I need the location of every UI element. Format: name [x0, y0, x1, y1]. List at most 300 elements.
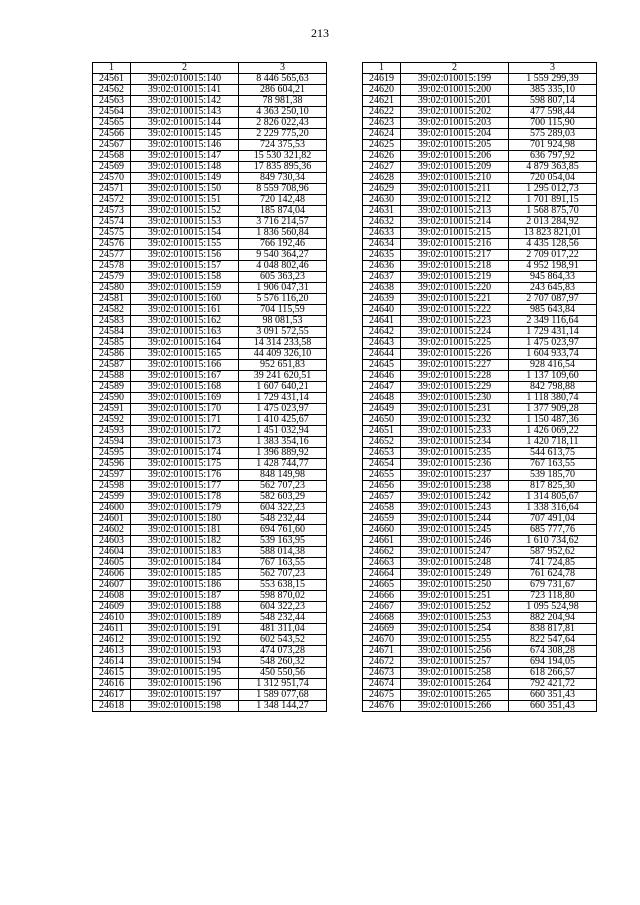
value-cell: 4 048 802,46: [239, 261, 327, 272]
cadastral-number-cell: 39:02:010015:187: [131, 591, 239, 602]
cadastral-number-cell: 39:02:010015:184: [131, 558, 239, 569]
row-number-cell: 24565: [93, 118, 131, 129]
cadastral-number-cell: 39:02:010015:254: [401, 624, 509, 635]
value-cell: 1 377 909,28: [509, 404, 597, 415]
row-number-cell: 24638: [363, 283, 401, 294]
cadastral-number-cell: 39:02:010015:204: [401, 129, 509, 140]
row-number-cell: 24639: [363, 294, 401, 305]
value-cell: 1 396 889,92: [239, 448, 327, 459]
cadastral-number-cell: 39:02:010015:237: [401, 470, 509, 481]
row-number-cell: 24595: [93, 448, 131, 459]
table-row: [93, 437, 327, 448]
row-number-cell: 24673: [363, 668, 401, 679]
value-cell: 562 707,23: [239, 569, 327, 580]
table-row: [363, 272, 597, 283]
row-number-cell: 24641: [363, 316, 401, 327]
row-number-cell: 24669: [363, 624, 401, 635]
value-cell: 602 543,52: [239, 635, 327, 646]
row-number-cell: 24575: [93, 228, 131, 239]
cadastral-number-cell: 39:02:010015:172: [131, 426, 239, 437]
cadastral-number-cell: 39:02:010015:147: [131, 151, 239, 162]
table-row: [93, 184, 327, 195]
cadastral-number-cell: 39:02:010015:218: [401, 261, 509, 272]
column-header-number: 1: [93, 63, 131, 74]
cadastral-number-cell: 39:02:010015:232: [401, 415, 509, 426]
table-row: [93, 558, 327, 569]
cadastral-number-cell: 39:02:010015:183: [131, 547, 239, 558]
row-number-cell: 24594: [93, 437, 131, 448]
cadastral-number-cell: 39:02:010015:154: [131, 228, 239, 239]
value-cell: 724 375,53: [239, 140, 327, 151]
table-row: [363, 184, 597, 195]
row-number-cell: 24620: [363, 85, 401, 96]
value-cell: 185 874,04: [239, 206, 327, 217]
value-cell: 848 149,98: [239, 470, 327, 481]
cadastral-number-cell: 39:02:010015:252: [401, 602, 509, 613]
row-number-cell: 24643: [363, 338, 401, 349]
value-cell: 1 610 734,62: [509, 536, 597, 547]
cadastral-number-cell: 39:02:010015:197: [131, 690, 239, 701]
value-cell: 286 604,21: [239, 85, 327, 96]
cadastral-number-cell: 39:02:010015:152: [131, 206, 239, 217]
value-cell: 2 013 284,92: [509, 217, 597, 228]
cadastral-number-cell: 39:02:010015:169: [131, 393, 239, 404]
table-row: [93, 239, 327, 250]
row-number-cell: 24660: [363, 525, 401, 536]
table-row: [363, 239, 597, 250]
row-number-cell: 24589: [93, 382, 131, 393]
table-row: [93, 261, 327, 272]
table-row: [363, 503, 597, 514]
value-cell: 2 349 116,64: [509, 316, 597, 327]
cadastral-number-cell: 39:02:010015:170: [131, 404, 239, 415]
row-number-cell: 24612: [93, 635, 131, 646]
table-row: [363, 118, 597, 129]
row-number-cell: 24634: [363, 239, 401, 250]
table-row: [93, 140, 327, 151]
value-cell: 3 716 214,57: [239, 217, 327, 228]
row-number-cell: 24602: [93, 525, 131, 536]
value-cell: 1 312 951,74: [239, 679, 327, 690]
cadastral-number-cell: 39:02:010015:229: [401, 382, 509, 393]
table-row: [363, 437, 597, 448]
value-cell: 385 335,10: [509, 85, 597, 96]
row-number-cell: 24666: [363, 591, 401, 602]
table-row: [93, 294, 327, 305]
row-number-cell: 24562: [93, 85, 131, 96]
value-cell: 882 204,94: [509, 613, 597, 624]
row-number-cell: 24609: [93, 602, 131, 613]
table-row: [363, 371, 597, 382]
table-row: [93, 426, 327, 437]
row-number-cell: 24654: [363, 459, 401, 470]
table-row: [93, 96, 327, 107]
row-number-cell: 24611: [93, 624, 131, 635]
cadastral-number-cell: 39:02:010015:189: [131, 613, 239, 624]
table-row: [93, 272, 327, 283]
table-row: [93, 316, 327, 327]
value-cell: 767 163,55: [509, 459, 597, 470]
row-number-cell: 24591: [93, 404, 131, 415]
table-row: [93, 371, 327, 382]
row-number-cell: 24564: [93, 107, 131, 118]
row-number-cell: 24570: [93, 173, 131, 184]
cadastral-number-cell: 39:02:010015:181: [131, 525, 239, 536]
value-cell: 952 651,83: [239, 360, 327, 371]
row-number-cell: 24633: [363, 228, 401, 239]
cadastral-number-cell: 39:02:010015:230: [401, 393, 509, 404]
value-cell: 720 054,04: [509, 173, 597, 184]
cadastral-number-cell: 39:02:010015:209: [401, 162, 509, 173]
table-row: [363, 261, 597, 272]
row-number-cell: 24668: [363, 613, 401, 624]
table-row: [93, 338, 327, 349]
row-number-cell: 24645: [363, 360, 401, 371]
table-row: [93, 206, 327, 217]
cadastral-number-cell: 39:02:010015:248: [401, 558, 509, 569]
value-cell: 1 906 047,31: [239, 283, 327, 294]
value-cell: 761 624,78: [509, 569, 597, 580]
table-row: [93, 162, 327, 173]
row-number-cell: 24646: [363, 371, 401, 382]
table-row: [363, 151, 597, 162]
value-cell: 598 870,02: [239, 591, 327, 602]
value-cell: 562 707,23: [239, 481, 327, 492]
table-row: [363, 85, 597, 96]
row-number-cell: 24636: [363, 261, 401, 272]
cadastral-number-cell: 39:02:010015:196: [131, 679, 239, 690]
value-cell: 2 229 775,20: [239, 129, 327, 140]
row-number-cell: 24613: [93, 646, 131, 657]
value-cell: 817 825,30: [509, 481, 597, 492]
cadastral-number-cell: 39:02:010015:177: [131, 481, 239, 492]
row-number-cell: 24581: [93, 294, 131, 305]
cadastral-number-cell: 39:02:010015:194: [131, 657, 239, 668]
cadastral-number-cell: 39:02:010015:245: [401, 525, 509, 536]
cadastral-number-cell: 39:02:010015:156: [131, 250, 239, 261]
row-number-cell: 24571: [93, 184, 131, 195]
value-cell: 679 731,67: [509, 580, 597, 591]
row-number-cell: 24675: [363, 690, 401, 701]
table-row: [93, 151, 327, 162]
table-header-row: [93, 63, 327, 74]
value-cell: 4 879 363,85: [509, 162, 597, 173]
table-row: [363, 426, 597, 437]
row-number-cell: 24659: [363, 514, 401, 525]
cadastral-number-cell: 39:02:010015:216: [401, 239, 509, 250]
row-number-cell: 24604: [93, 547, 131, 558]
row-number-cell: 24588: [93, 371, 131, 382]
cadastral-number-cell: 39:02:010015:255: [401, 635, 509, 646]
table-row: [363, 613, 597, 624]
cadastral-number-cell: 39:02:010015:250: [401, 580, 509, 591]
value-cell: 1 338 316,64: [509, 503, 597, 514]
table-row: [93, 228, 327, 239]
value-cell: 685 777,76: [509, 525, 597, 536]
cadastral-number-cell: 39:02:010015:148: [131, 162, 239, 173]
cadastral-number-cell: 39:02:010015:192: [131, 635, 239, 646]
row-number-cell: 24580: [93, 283, 131, 294]
cadastral-number-cell: 39:02:010015:264: [401, 679, 509, 690]
row-number-cell: 24605: [93, 558, 131, 569]
value-cell: 548 232,44: [239, 613, 327, 624]
cadastral-number-cell: 39:02:010015:219: [401, 272, 509, 283]
value-cell: 822 547,64: [509, 635, 597, 646]
table-row: [363, 591, 597, 602]
row-number-cell: 24590: [93, 393, 131, 404]
value-cell: 985 643,84: [509, 305, 597, 316]
table-row: [363, 580, 597, 591]
cadastral-number-cell: 39:02:010015:224: [401, 327, 509, 338]
value-cell: 1 701 891,15: [509, 195, 597, 206]
row-number-cell: 24566: [93, 129, 131, 140]
row-number-cell: 24563: [93, 96, 131, 107]
table-row: [93, 591, 327, 602]
value-cell: 720 142,48: [239, 195, 327, 206]
value-cell: 1 475 023,97: [509, 338, 597, 349]
row-number-cell: 24597: [93, 470, 131, 481]
value-cell: 17 835 895,36: [239, 162, 327, 173]
cadastral-number-cell: 39:02:010015:151: [131, 195, 239, 206]
table-row: [363, 316, 597, 327]
value-cell: 548 260,32: [239, 657, 327, 668]
table-row: [363, 217, 597, 228]
row-number-cell: 24665: [363, 580, 401, 591]
row-number-cell: 24656: [363, 481, 401, 492]
value-cell: 5 576 116,20: [239, 294, 327, 305]
cadastral-number-cell: 39:02:010015:235: [401, 448, 509, 459]
table-row: [363, 206, 597, 217]
value-cell: 9 540 364,27: [239, 250, 327, 261]
cadastral-number-cell: 39:02:010015:266: [401, 701, 509, 712]
table-row: [363, 228, 597, 239]
value-cell: 1 426 069,22: [509, 426, 597, 437]
table-row: [363, 250, 597, 261]
value-cell: 1 383 354,16: [239, 437, 327, 448]
row-number-cell: 24603: [93, 536, 131, 547]
value-cell: 78 981,38: [239, 96, 327, 107]
table-row: [93, 283, 327, 294]
value-cell: 792 421,72: [509, 679, 597, 690]
row-number-cell: 24658: [363, 503, 401, 514]
table-row: [363, 481, 597, 492]
row-number-cell: 24574: [93, 217, 131, 228]
cadastral-number-cell: 39:02:010015:200: [401, 85, 509, 96]
table-row: [93, 657, 327, 668]
row-number-cell: 24567: [93, 140, 131, 151]
value-cell: 838 817,81: [509, 624, 597, 635]
value-cell: 1 729 431,14: [509, 327, 597, 338]
row-number-cell: 24585: [93, 338, 131, 349]
cadastral-number-cell: 39:02:010015:236: [401, 459, 509, 470]
table-row: [93, 195, 327, 206]
row-number-cell: 24664: [363, 569, 401, 580]
cadastral-number-cell: 39:02:010015:213: [401, 206, 509, 217]
cadastral-number-cell: 39:02:010015:182: [131, 536, 239, 547]
value-cell: 604 322,23: [239, 602, 327, 613]
row-number-cell: 24586: [93, 349, 131, 360]
value-cell: 604 322,23: [239, 503, 327, 514]
value-cell: 701 924,98: [509, 140, 597, 151]
row-number-cell: 24657: [363, 492, 401, 503]
cadastral-number-cell: 39:02:010015:180: [131, 514, 239, 525]
row-number-cell: 24584: [93, 327, 131, 338]
row-number-cell: 24593: [93, 426, 131, 437]
cadastral-number-cell: 39:02:010015:143: [131, 107, 239, 118]
row-number-cell: 24577: [93, 250, 131, 261]
value-cell: 694 761,60: [239, 525, 327, 536]
row-number-cell: 24628: [363, 173, 401, 184]
row-number-cell: 24648: [363, 393, 401, 404]
row-number-cell: 24631: [363, 206, 401, 217]
row-number-cell: 24579: [93, 272, 131, 283]
table-row: [93, 624, 327, 635]
cadastral-number-cell: 39:02:010015:227: [401, 360, 509, 371]
cadastral-number-cell: 39:02:010015:253: [401, 613, 509, 624]
value-cell: 741 724,85: [509, 558, 597, 569]
table-row: [93, 250, 327, 261]
cadastral-number-cell: 39:02:010015:198: [131, 701, 239, 712]
value-cell: 481 311,04: [239, 624, 327, 635]
value-cell: 767 163,55: [239, 558, 327, 569]
cadastral-number-cell: 39:02:010015:203: [401, 118, 509, 129]
cadastral-number-cell: 39:02:010015:165: [131, 349, 239, 360]
row-number-cell: 24667: [363, 602, 401, 613]
cadastral-number-cell: 39:02:010015:256: [401, 646, 509, 657]
row-number-cell: 24623: [363, 118, 401, 129]
table-row: [363, 635, 597, 646]
cadastral-number-cell: 39:02:010015:220: [401, 283, 509, 294]
cadastral-number-cell: 39:02:010015:211: [401, 184, 509, 195]
column-header-number: 1: [363, 63, 401, 74]
cadastral-number-cell: 39:02:010015:257: [401, 657, 509, 668]
cadastral-number-cell: 39:02:010015:225: [401, 338, 509, 349]
table-row: [93, 514, 327, 525]
cadastral-number-cell: 39:02:010015:155: [131, 239, 239, 250]
value-cell: 1 568 875,70: [509, 206, 597, 217]
table-row: [93, 129, 327, 140]
cadastral-number-cell: 39:02:010015:242: [401, 492, 509, 503]
cadastral-number-cell: 39:02:010015:175: [131, 459, 239, 470]
cadastral-number-cell: 39:02:010015:226: [401, 349, 509, 360]
cadastral-number-cell: 39:02:010015:146: [131, 140, 239, 151]
cadastral-number-cell: 39:02:010015:222: [401, 305, 509, 316]
cadastral-number-cell: 39:02:010015:158: [131, 272, 239, 283]
table-row: [363, 448, 597, 459]
value-cell: 1 118 380,74: [509, 393, 597, 404]
value-cell: 1 451 032,94: [239, 426, 327, 437]
table-header-row: [363, 63, 597, 74]
row-number-cell: 24626: [363, 151, 401, 162]
table-row: [363, 569, 597, 580]
row-number-cell: 24647: [363, 382, 401, 393]
table-row: [93, 547, 327, 558]
table-row: [93, 613, 327, 624]
table-row: [93, 118, 327, 129]
row-number-cell: 24592: [93, 415, 131, 426]
table-row: [363, 547, 597, 558]
table-row: [93, 536, 327, 547]
table-row: [363, 602, 597, 613]
cadastral-number-cell: 39:02:010015:141: [131, 85, 239, 96]
row-number-cell: 24607: [93, 580, 131, 591]
row-number-cell: 24674: [363, 679, 401, 690]
table-row: [363, 624, 597, 635]
cadastral-number-cell: 39:02:010015:145: [131, 129, 239, 140]
row-number-cell: 24615: [93, 668, 131, 679]
value-cell: 588 014,38: [239, 547, 327, 558]
row-number-cell: 24640: [363, 305, 401, 316]
table-row: [363, 382, 597, 393]
cadastral-number-cell: 39:02:010015:144: [131, 118, 239, 129]
row-number-cell: 24578: [93, 261, 131, 272]
table-row: [93, 470, 327, 481]
value-cell: 694 194,05: [509, 657, 597, 668]
value-cell: 587 952,62: [509, 547, 597, 558]
row-number-cell: 24670: [363, 635, 401, 646]
value-cell: 474 073,28: [239, 646, 327, 657]
value-cell: 660 351,43: [509, 690, 597, 701]
value-cell: 98 081,53: [239, 316, 327, 327]
row-number-cell: 24616: [93, 679, 131, 690]
cadastral-number-cell: 39:02:010015:202: [401, 107, 509, 118]
value-cell: 4 435 128,56: [509, 239, 597, 250]
row-number-cell: 24672: [363, 657, 401, 668]
table-row: [93, 393, 327, 404]
row-number-cell: 24601: [93, 514, 131, 525]
cadastral-number-cell: 39:02:010015:166: [131, 360, 239, 371]
value-cell: 582 603,29: [239, 492, 327, 503]
cadastral-number-cell: 39:02:010015:223: [401, 316, 509, 327]
table-row: [363, 129, 597, 140]
value-cell: 1 410 425,67: [239, 415, 327, 426]
cadastral-number-cell: 39:02:010015:173: [131, 437, 239, 448]
cadastral-number-cell: 39:02:010015:191: [131, 624, 239, 635]
value-cell: 2 707 087,97: [509, 294, 597, 305]
row-number-cell: 24598: [93, 481, 131, 492]
value-cell: 15 530 321,82: [239, 151, 327, 162]
table-row: [93, 701, 327, 712]
cadastral-number-cell: 39:02:010015:188: [131, 602, 239, 613]
value-cell: 243 645,83: [509, 283, 597, 294]
table-row: [363, 415, 597, 426]
value-cell: 8 446 565,63: [239, 74, 327, 85]
value-cell: 1 729 431,14: [239, 393, 327, 404]
table-row: [363, 657, 597, 668]
cadastral-number-cell: 39:02:010015:199: [401, 74, 509, 85]
table-row: [363, 558, 597, 569]
value-cell: 14 314 233,58: [239, 338, 327, 349]
value-cell: 1 150 487,36: [509, 415, 597, 426]
table-row: [363, 96, 597, 107]
table-row: [93, 580, 327, 591]
value-cell: 575 289,03: [509, 129, 597, 140]
row-number-cell: 24619: [363, 74, 401, 85]
value-cell: 842 798,88: [509, 382, 597, 393]
value-cell: 4 363 250,10: [239, 107, 327, 118]
row-number-cell: 24599: [93, 492, 131, 503]
value-cell: 13 823 821,01: [509, 228, 597, 239]
table-row: [363, 140, 597, 151]
cadastral-number-cell: 39:02:010015:140: [131, 74, 239, 85]
cadastral-number-cell: 39:02:010015:215: [401, 228, 509, 239]
table-row: [93, 404, 327, 415]
table-row: [93, 349, 327, 360]
value-cell: 4 952 198,91: [509, 261, 597, 272]
row-number-cell: 24617: [93, 690, 131, 701]
row-number-cell: 24561: [93, 74, 131, 85]
table-row: [363, 294, 597, 305]
